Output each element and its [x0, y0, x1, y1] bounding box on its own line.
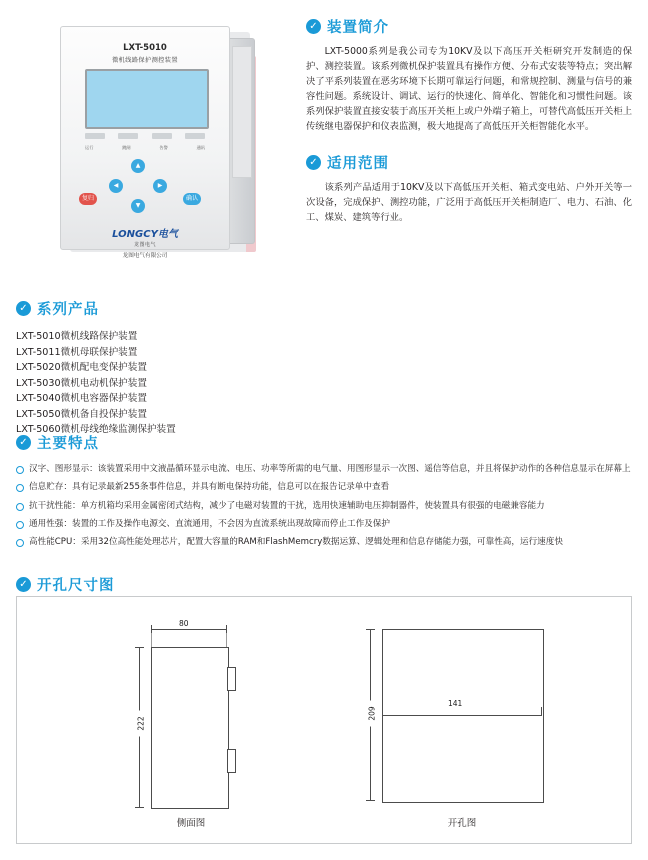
device-led-label: 跳闸	[122, 145, 131, 150]
device-led	[118, 133, 138, 139]
section-title-intro: 装置简介	[327, 20, 389, 36]
right-column	[306, 16, 632, 235]
device-led-label: 运行	[85, 145, 94, 150]
device-led	[152, 133, 172, 139]
check-circle-icon: ✓	[16, 301, 31, 316]
dimension-tick	[382, 707, 383, 715]
dimension-tick	[135, 647, 144, 648]
hole-view-drawing	[367, 619, 582, 829]
side-view-drawing	[137, 619, 287, 829]
list-item	[16, 500, 632, 513]
device-brand-sub: 龙图电气	[133, 242, 156, 248]
device-front-panel	[60, 26, 230, 259]
device-brand-logo	[61, 225, 229, 248]
list-item: LXT-5010微机线路保护装置	[16, 331, 138, 342]
section-title-drawing: 开孔尺寸图	[37, 578, 115, 594]
device-led	[185, 133, 205, 139]
hole-view-height-label: 209	[368, 701, 377, 727]
side-view-caption: 侧面图	[176, 818, 206, 829]
list-item: LXT-5060微机母线绝缘监测保护装置	[16, 424, 176, 436]
feature-text: 通用性强：装置的工作及操作电源交、直流通用，不会因为直流系统出现故障而停止工作及保护	[29, 518, 390, 529]
hole-view-caption: 开孔图	[447, 818, 477, 829]
list-item: LXT-5040微机电容器保护装置	[16, 393, 147, 405]
feature-text: 抗干扰性能：单方机箱均采用金属密闭式结构，减少了电磁对装置的干扰，选用快速辅助电压抑制器件，使装置具有很强的电磁兼容能力	[29, 500, 545, 511]
dimension-tick	[541, 707, 542, 715]
key-down-button[interactable]: ▼	[131, 199, 145, 213]
intro-paragraph: LXT-5000系列是我公司专为10KV及以下高压开关柜研究开发制造的保护、测控装置。该系列微机保护装置具有操作方便、分布式安装等特点；突出解决了平系列装置在恶劣环境下长期可靠运行问题，和常规控制、测量与信号的兼容性问题。系统设计、调试、运行的快速化、简单化、智能化和习惯性问题。该系列保护装置直接安装于高压开关柜上或户外端子箱上，可替代高低压开关柜上传统继电器保护和仪表监测，极大地提高了高低压开关柜智能化水平。	[306, 46, 632, 133]
hole-view-width-label: 141	[448, 699, 463, 708]
check-circle-icon: ✓	[306, 19, 321, 34]
side-view-height-label: 222	[137, 711, 146, 737]
section-title-features: 主要特点	[37, 436, 99, 452]
side-view-bracket-tab	[227, 667, 236, 691]
device-model-label: LXT-5010	[123, 43, 167, 53]
feature-text: 汉字、图形显示：该装置采用中文液晶循环显示电流、电压、功率等所需的电气量、用图形显示一次图、遥信等信息，并且将保护动作的各种信息显示在屏幕上	[29, 464, 631, 474]
extension-line	[151, 633, 152, 647]
check-circle-icon: ✓	[306, 155, 321, 170]
dimension-tick	[135, 807, 144, 808]
list-item: LXT-5050微机备自投保护装置	[16, 408, 147, 420]
list-item	[16, 481, 632, 494]
device-subtitle-label: 微机线路保护测控装置	[112, 57, 178, 64]
list-item	[16, 518, 632, 531]
extension-line	[226, 633, 227, 647]
section-heading-scope	[306, 152, 632, 173]
section-heading-features	[16, 432, 632, 453]
dimension-line-horizontal	[151, 629, 227, 630]
bullet-circle-icon	[16, 539, 24, 547]
list-item: LXT-5011微机母联保护装置	[16, 346, 138, 358]
section-title-series: 系列产品	[37, 302, 99, 318]
bullet-circle-icon	[16, 484, 24, 492]
scope-paragraph: 该系列产品适用于10KV及以下高低压开关柜、箱式变电站、户外开关等一次设备，完成保护、测控功能，广泛用于高低压开关柜制造厂、电力、石油、化工、煤炭、建筑等行业。	[306, 182, 632, 224]
dimension-tick	[366, 629, 375, 630]
feature-text: 高性能CPU：采用32位高性能处理芯片，配置大容量的RAM和FlashMemcry数据运算、逻辑处理和信息存储能力强，可靠性高，运行速度快	[29, 537, 563, 548]
section-title-scope: 适用范围	[327, 156, 389, 173]
features-section	[16, 432, 632, 555]
device-led-labels	[85, 145, 205, 151]
device-side-strip	[232, 46, 252, 178]
section-heading-series	[16, 298, 316, 319]
device-led-label: 通讯	[196, 145, 205, 150]
hole-view-rect	[382, 629, 544, 803]
check-circle-icon: ✓	[16, 577, 31, 592]
device-led-label: 告警	[159, 145, 168, 150]
feature-text: 信息贮存：具有记录最新255条事件信息，并具有断电保持功能，信息可以在报告记录单中查看	[29, 482, 390, 493]
series-section	[16, 298, 316, 438]
device-keypad	[79, 159, 211, 221]
key-left-button[interactable]: ◀	[109, 179, 123, 193]
list-item: LXT-5020微机配电变保护装置	[16, 362, 147, 374]
series-list	[16, 329, 316, 438]
list-item: LXT-5030微机电动机保护装置	[16, 377, 147, 389]
list-item	[16, 463, 632, 476]
dimension-tick	[366, 800, 375, 801]
check-circle-icon: ✓	[16, 435, 31, 450]
device-lcd-screen	[85, 69, 209, 129]
bullet-circle-icon	[16, 503, 24, 511]
hole-view-center-line	[382, 715, 542, 716]
section-heading-intro	[306, 16, 632, 37]
side-view-bracket-tab	[227, 749, 236, 773]
features-list	[16, 463, 632, 550]
device-led	[85, 133, 105, 139]
key-reset-button[interactable]: 复归	[79, 193, 97, 205]
device-photo	[60, 26, 260, 258]
side-view-body-rect	[151, 647, 229, 809]
section-heading-drawing	[16, 574, 115, 595]
key-right-button[interactable]: ▶	[153, 179, 167, 193]
device-company-label: 龙图电气有限公司	[122, 253, 168, 259]
drawing-panel	[16, 596, 632, 844]
key-enter-button[interactable]: 确认	[183, 193, 201, 205]
side-view-width-label: 80	[179, 619, 189, 628]
bullet-circle-icon	[16, 521, 24, 529]
device-brand-text: LONGCY电气	[112, 229, 178, 240]
bullet-circle-icon	[16, 466, 24, 474]
key-up-button[interactable]: ▲	[131, 159, 145, 173]
list-item	[16, 536, 632, 549]
